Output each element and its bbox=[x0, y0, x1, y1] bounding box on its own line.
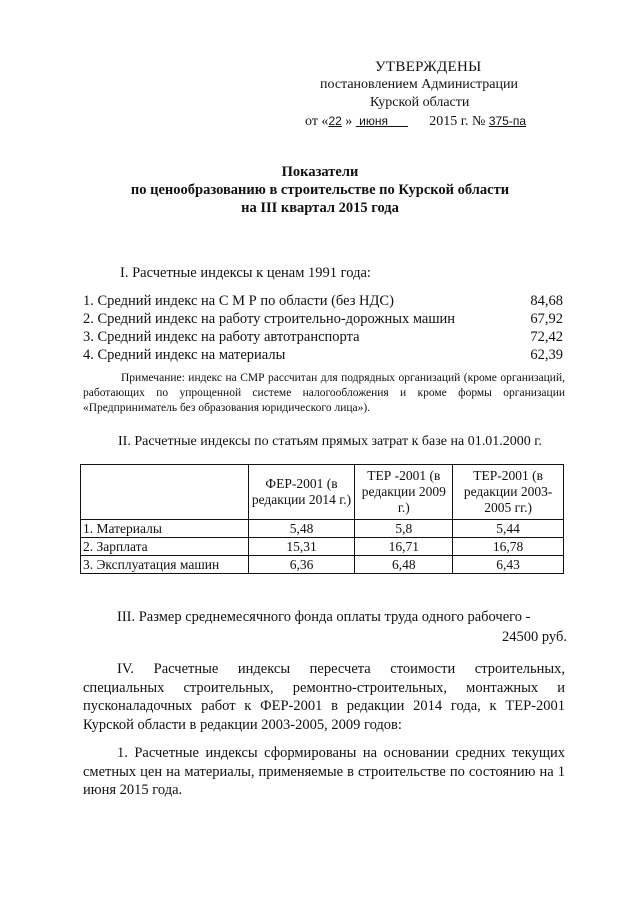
table-cell: 2. Зарплата bbox=[81, 538, 249, 556]
list-item-label: 2. Средний индекс на работу строительно-дорожных машин bbox=[83, 311, 456, 327]
approval-line-2: постановлением Администрации bbox=[320, 77, 518, 92]
table-cell: 5,44 bbox=[453, 520, 564, 538]
section4-text: IV. Расчетные индексы пересчета стоимости строительных, специальных строительных, ремонтно-строительных, монтажных и пусконаладочных работ к ФЕР-2001 в редакции 2014 года, к ТЕР-2001 Курской области в редакции 2003-2005, 2009 годов: bbox=[83, 661, 565, 733]
approval-date-line bbox=[305, 112, 575, 131]
section2-heading: II. Расчетные индексы по статьям прямых затрат к базе на 01.01.2000 г. bbox=[118, 434, 542, 449]
section3-amount: 24500 руб. bbox=[502, 629, 567, 645]
title-line-2: по ценообразованию в строительстве по Курской области bbox=[130, 182, 510, 198]
title-line-1: Показатели bbox=[281, 164, 359, 180]
section1-heading: I. Расчетные индексы к ценам 1991 года: bbox=[120, 265, 371, 281]
note-paragraph bbox=[83, 371, 565, 416]
document-title bbox=[90, 163, 550, 217]
list-item-label: 1. Средний индекс на С М Р по области (без НДС) bbox=[83, 293, 394, 309]
list-item-label: 3. Средний индекс на работу автотранспорта bbox=[83, 329, 360, 345]
table-header-cell: ФЕР-2001 (в редакции 2014 г.) bbox=[248, 465, 355, 520]
list-item-value: 62,39 bbox=[530, 347, 563, 363]
table-header-cell: ТЕР-2001 (в редакции 2003-2005 гг.) bbox=[453, 465, 564, 520]
approval-line-3: Курской области bbox=[370, 95, 470, 110]
table-cell: 6,36 bbox=[248, 556, 355, 574]
decree-number: 375-па bbox=[488, 114, 527, 128]
date-year: 2015 г. № bbox=[429, 114, 486, 129]
list-item bbox=[83, 328, 563, 346]
section4-item1 bbox=[83, 744, 565, 800]
table-cell: 5,48 bbox=[248, 520, 355, 538]
table-cell: 1. Материалы bbox=[81, 520, 249, 538]
list-item-label: 4. Средний индекс на материалы bbox=[83, 347, 286, 363]
section3-text: III. Размер среднемесячного фонда оплаты труда одного рабочего - bbox=[117, 609, 531, 625]
table-cell: 16,78 bbox=[453, 538, 564, 556]
table-header-row bbox=[81, 465, 564, 520]
table-cell: 5,8 bbox=[355, 520, 453, 538]
table-cell: 6,43 bbox=[453, 556, 564, 574]
list-item-value: 67,92 bbox=[530, 311, 563, 327]
list-item-value: 72,42 bbox=[530, 329, 563, 345]
table-header-cell: ТЕР -2001 (в редакции 2009 г.) bbox=[355, 465, 453, 520]
list-item bbox=[83, 310, 563, 328]
table-row bbox=[81, 520, 564, 538]
table-header-cell bbox=[81, 465, 249, 520]
section4-item1-text: 1. Расчетные индексы сформированы на основании средних текущих сметных цен на материалы, применяемые в строительстве по состоянию на 1 июня 2015 года. bbox=[83, 745, 565, 798]
date-day: 22 bbox=[328, 114, 342, 128]
section3 bbox=[117, 607, 567, 647]
approval-block bbox=[305, 58, 575, 131]
table-cell: 16,71 bbox=[355, 538, 453, 556]
indices-table bbox=[80, 464, 564, 574]
title-line-3: на III квартал 2015 года bbox=[241, 200, 399, 216]
section4 bbox=[83, 660, 565, 734]
table-row bbox=[81, 538, 564, 556]
table-row bbox=[81, 556, 564, 574]
date-prefix: от « bbox=[305, 114, 329, 129]
table-cell: 15,31 bbox=[248, 538, 355, 556]
list-item bbox=[83, 292, 563, 310]
list-item-value: 84,68 bbox=[530, 293, 563, 309]
note-text: Примечание: индекс на СМР рассчитан для подрядных организаций (кроме организаций, работающих по упрощенной системе налогообложения и кроме формы организации «Предприниматель без образования юридического лица»). bbox=[83, 372, 565, 414]
date-mid: » bbox=[345, 114, 353, 129]
list-item bbox=[83, 346, 563, 364]
section1-list bbox=[83, 292, 563, 364]
table-cell: 6,48 bbox=[355, 556, 453, 574]
approval-title: УТВЕРЖДЕНЫ bbox=[375, 59, 482, 75]
table-cell: 3. Эксплуатация машин bbox=[81, 556, 249, 574]
date-month: июня bbox=[359, 114, 388, 128]
